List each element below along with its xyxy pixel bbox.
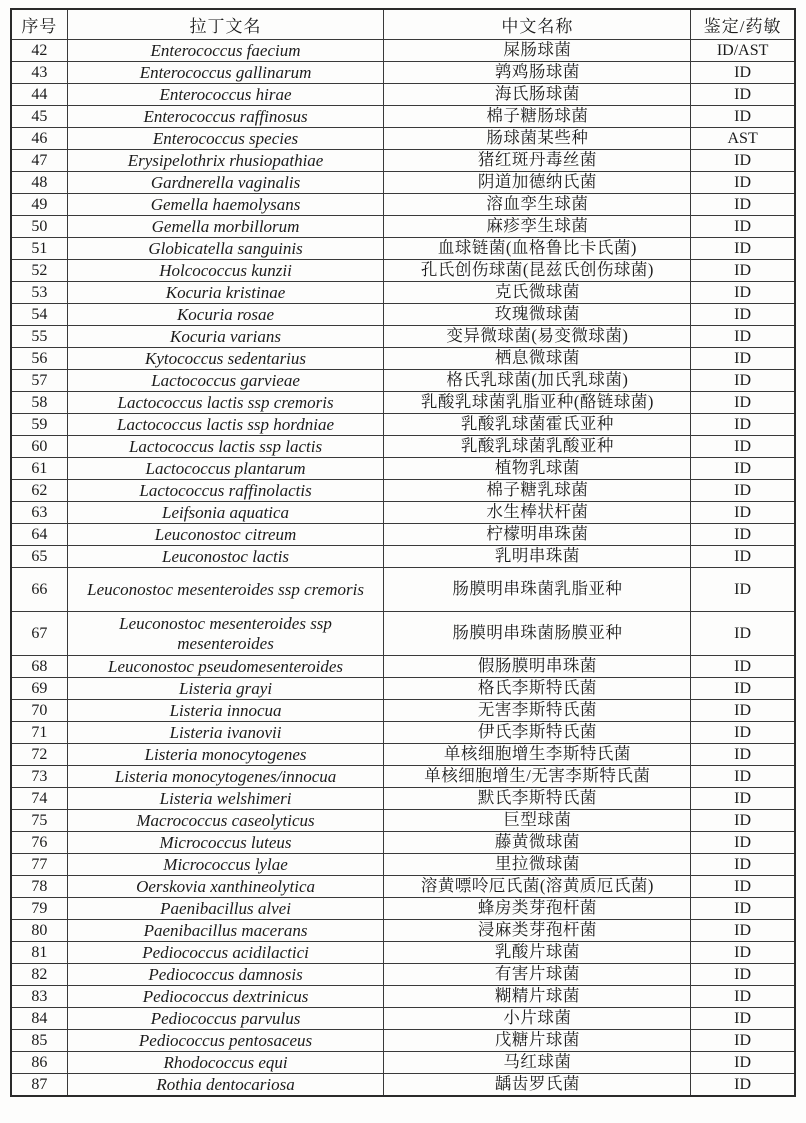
table-row [11,964,795,986]
header-cell-latin: 拉丁文名 [67,9,384,40]
table-row [11,942,795,964]
id-ast-result: ID [691,810,795,832]
table-row [11,854,795,876]
table-row [11,502,795,524]
row-number: 72 [11,744,67,766]
header-row [11,9,795,40]
table-row [11,150,795,172]
row-number: 76 [11,832,67,854]
chinese-name: 戊糖片球菌 [384,1030,691,1052]
row-number: 55 [11,326,67,348]
chinese-name: 溶血孪生球菌 [384,194,691,216]
id-ast-result: ID [691,1052,795,1074]
chinese-name: 孔氏创伤球菌(昆兹氏创伤球菌) [384,260,691,282]
table-row [11,656,795,678]
chinese-name: 糊精片球菌 [384,986,691,1008]
table-row [11,810,795,832]
id-ast-result: ID [691,370,795,392]
header-cell-result: 鉴定/药敏 [691,9,795,40]
chinese-name: 格氏李斯特氏菌 [384,678,691,700]
id-ast-result: ID [691,986,795,1008]
id-ast-result: ID [691,392,795,414]
table-row [11,1052,795,1074]
row-number: 47 [11,150,67,172]
table-row [11,920,795,942]
chinese-name: 栖息微球菌 [384,348,691,370]
row-number: 60 [11,436,67,458]
table-row [11,546,795,568]
latin-name: Listeria ivanovii [67,722,384,744]
row-number: 71 [11,722,67,744]
id-ast-result: ID [691,348,795,370]
chinese-name: 有害片球菌 [384,964,691,986]
id-ast-result: ID [691,722,795,744]
table-row [11,788,795,810]
id-ast-result: ID [691,458,795,480]
id-ast-result: ID [691,744,795,766]
id-ast-result: ID [691,282,795,304]
latin-name: Gemella morbillorum [67,216,384,238]
chinese-name: 乳明串珠菌 [384,546,691,568]
row-number: 54 [11,304,67,326]
latin-name: Rhodococcus equi [67,1052,384,1074]
latin-name: Pediococcus acidilactici [67,942,384,964]
chinese-name: 溶黄嘌呤厄氏菌(溶黄质厄氏菌) [384,876,691,898]
table-row [11,766,795,788]
row-number: 81 [11,942,67,964]
row-number: 43 [11,62,67,84]
table-row [11,370,795,392]
latin-name: Leuconostoc lactis [67,546,384,568]
table-row [11,106,795,128]
row-number: 52 [11,260,67,282]
row-number: 82 [11,964,67,986]
table-row [11,282,795,304]
id-ast-result: ID [691,194,795,216]
row-number: 53 [11,282,67,304]
id-ast-result: ID [691,854,795,876]
latin-name: Enterococcus hirae [67,84,384,106]
chinese-name: 格氏乳球菌(加氏乳球菌) [384,370,691,392]
latin-name: Gardnerella vaginalis [67,172,384,194]
row-number: 67 [11,612,67,656]
chinese-name: 默氏李斯特氏菌 [384,788,691,810]
id-ast-result: ID [691,920,795,942]
latin-name: Macrococcus caseolyticus [67,810,384,832]
id-ast-result: ID [691,832,795,854]
latin-name: Listeria monocytogenes/innocua [67,766,384,788]
chinese-name: 单核细胞增生/无害李斯特氏菌 [384,766,691,788]
chinese-name: 马红球菌 [384,1052,691,1074]
table-row [11,1074,795,1097]
latin-name: Kytococcus sedentarius [67,348,384,370]
id-ast-result: ID [691,678,795,700]
row-number: 87 [11,1074,67,1097]
chinese-name: 麻疹孪生球菌 [384,216,691,238]
table-row [11,194,795,216]
id-ast-result: ID [691,436,795,458]
row-number: 48 [11,172,67,194]
latin-name: Leuconostoc pseudomesenteroides [67,656,384,678]
id-ast-result: ID [691,656,795,678]
latin-name: Pediococcus damnosis [67,964,384,986]
chinese-name: 乳酸乳球菌乳酸亚种 [384,436,691,458]
id-ast-result: ID [691,414,795,436]
table-row [11,40,795,62]
latin-name: Gemella haemolysans [67,194,384,216]
table-body [11,40,795,1097]
latin-name: Paenibacillus macerans [67,920,384,942]
latin-name: Lactococcus garvieae [67,370,384,392]
chinese-name: 玫瑰微球菌 [384,304,691,326]
table-row [11,458,795,480]
row-number: 84 [11,1008,67,1030]
table-row [11,62,795,84]
latin-name: Lactococcus lactis ssp lactis [67,436,384,458]
latin-name: Kocuria kristinae [67,282,384,304]
id-ast-result: ID [691,942,795,964]
species-table [10,8,796,1097]
table-row [11,128,795,150]
row-number: 63 [11,502,67,524]
table-row [11,480,795,502]
table-row [11,700,795,722]
id-ast-result: ID [691,1074,795,1097]
header-cell-no: 序号 [11,9,67,40]
row-number: 73 [11,766,67,788]
chinese-name: 小片球菌 [384,1008,691,1030]
table-row [11,326,795,348]
latin-name: Lactococcus raffinolactis [67,480,384,502]
row-number: 74 [11,788,67,810]
table-row [11,392,795,414]
table-row [11,414,795,436]
chinese-name: 克氏微球菌 [384,282,691,304]
row-number: 61 [11,458,67,480]
table-row [11,172,795,194]
table-row [11,744,795,766]
header-cell-chinese: 中文名称 [384,9,691,40]
row-number: 42 [11,40,67,62]
id-ast-result: ID [691,524,795,546]
chinese-name: 柠檬明串珠菌 [384,524,691,546]
table-row [11,832,795,854]
row-number: 51 [11,238,67,260]
table-row [11,216,795,238]
chinese-name: 水生棒状杆菌 [384,502,691,524]
id-ast-result: ID [691,876,795,898]
row-number: 49 [11,194,67,216]
row-number: 45 [11,106,67,128]
latin-name: Leuconostoc citreum [67,524,384,546]
latin-name: Enterococcus species [67,128,384,150]
id-ast-result: ID [691,106,795,128]
chinese-name: 棉子糖乳球菌 [384,480,691,502]
id-ast-result: ID [691,326,795,348]
row-number: 50 [11,216,67,238]
latin-name: Kocuria varians [67,326,384,348]
id-ast-result: ID [691,84,795,106]
table-row [11,678,795,700]
row-number: 59 [11,414,67,436]
id-ast-result: ID [691,238,795,260]
id-ast-result: ID [691,304,795,326]
table-row [11,1030,795,1052]
id-ast-result: AST [691,128,795,150]
table-row [11,348,795,370]
latin-name: Listeria welshimeri [67,788,384,810]
row-number: 85 [11,1030,67,1052]
chinese-name: 血球链菌(血格鲁比卡氏菌) [384,238,691,260]
id-ast-result: ID [691,898,795,920]
chinese-name: 藤黄微球菌 [384,832,691,854]
latin-name: Leuconostoc mesenteroides ssp cremoris [67,568,384,612]
id-ast-result: ID [691,216,795,238]
table-row [11,898,795,920]
table-row [11,876,795,898]
id-ast-result: ID [691,502,795,524]
chinese-name: 乳酸乳球菌霍氏亚种 [384,414,691,436]
table-row [11,722,795,744]
chinese-name: 乳酸片球菌 [384,942,691,964]
row-number: 80 [11,920,67,942]
row-number: 78 [11,876,67,898]
row-number: 68 [11,656,67,678]
chinese-name: 屎肠球菌 [384,40,691,62]
row-number: 62 [11,480,67,502]
latin-name: Pediococcus parvulus [67,1008,384,1030]
latin-name: Listeria grayi [67,678,384,700]
id-ast-result: ID [691,700,795,722]
latin-name: Oerskovia xanthineolytica [67,876,384,898]
latin-name: Leuconostoc mesenteroides ssp mesenteroides [67,612,384,656]
row-number: 58 [11,392,67,414]
row-number: 69 [11,678,67,700]
latin-name: Enterococcus gallinarum [67,62,384,84]
table-row [11,524,795,546]
table-row [11,436,795,458]
chinese-name: 里拉微球菌 [384,854,691,876]
chinese-name: 猪红斑丹毒丝菌 [384,150,691,172]
row-number: 46 [11,128,67,150]
id-ast-result: ID [691,766,795,788]
chinese-name: 伊氏李斯特氏菌 [384,722,691,744]
chinese-name: 单核细胞增生李斯特氏菌 [384,744,691,766]
row-number: 56 [11,348,67,370]
id-ast-result: ID [691,62,795,84]
table-row [11,612,795,656]
latin-name: Enterococcus faecium [67,40,384,62]
id-ast-result: ID [691,172,795,194]
latin-name: Holcococcus kunzii [67,260,384,282]
chinese-name: 变异微球菌(易变微球菌) [384,326,691,348]
row-number: 65 [11,546,67,568]
chinese-name: 肠膜明串珠菌肠膜亚种 [384,612,691,656]
latin-name: Pediococcus pentosaceus [67,1030,384,1052]
id-ast-result: ID/AST [691,40,795,62]
latin-name: Micrococcus lylae [67,854,384,876]
row-number: 57 [11,370,67,392]
row-number: 83 [11,986,67,1008]
table-header [11,9,795,40]
latin-name: Globicatella sanguinis [67,238,384,260]
table-row [11,260,795,282]
row-number: 75 [11,810,67,832]
chinese-name: 肠膜明串珠菌乳脂亚种 [384,568,691,612]
latin-name: Pediococcus dextrinicus [67,986,384,1008]
chinese-name: 巨型球菌 [384,810,691,832]
chinese-name: 龋齿罗氏菌 [384,1074,691,1097]
table-row [11,986,795,1008]
row-number: 86 [11,1052,67,1074]
table-row [11,568,795,612]
id-ast-result: ID [691,546,795,568]
id-ast-result: ID [691,612,795,656]
row-number: 70 [11,700,67,722]
id-ast-result: ID [691,480,795,502]
chinese-name: 乳酸乳球菌乳脂亚种(酪链球菌) [384,392,691,414]
chinese-name: 蜂房类芽孢杆菌 [384,898,691,920]
latin-name: Listeria innocua [67,700,384,722]
latin-name: Enterococcus raffinosus [67,106,384,128]
latin-name: Erysipelothrix rhusiopathiae [67,150,384,172]
latin-name: Lactococcus lactis ssp cremoris [67,392,384,414]
chinese-name: 肠球菌某些种 [384,128,691,150]
chinese-name: 假肠膜明串珠菌 [384,656,691,678]
latin-name: Rothia dentocariosa [67,1074,384,1097]
latin-name: Lactococcus lactis ssp hordniae [67,414,384,436]
latin-name: Leifsonia aquatica [67,502,384,524]
id-ast-result: ID [691,260,795,282]
row-number: 79 [11,898,67,920]
latin-name: Listeria monocytogenes [67,744,384,766]
id-ast-result: ID [691,964,795,986]
chinese-name: 阴道加德纳氏菌 [384,172,691,194]
row-number: 77 [11,854,67,876]
latin-name: Kocuria rosae [67,304,384,326]
latin-name: Micrococcus luteus [67,832,384,854]
latin-name: Lactococcus plantarum [67,458,384,480]
id-ast-result: ID [691,788,795,810]
table-row [11,304,795,326]
chinese-name: 无害李斯特氏菌 [384,700,691,722]
row-number: 44 [11,84,67,106]
id-ast-result: ID [691,1008,795,1030]
chinese-name: 植物乳球菌 [384,458,691,480]
row-number: 66 [11,568,67,612]
table-row [11,238,795,260]
id-ast-result: ID [691,568,795,612]
chinese-name: 浸麻类芽孢杆菌 [384,920,691,942]
id-ast-result: ID [691,1030,795,1052]
chinese-name: 海氏肠球菌 [384,84,691,106]
latin-name: Paenibacillus alvei [67,898,384,920]
id-ast-result: ID [691,150,795,172]
chinese-name: 棉子糖肠球菌 [384,106,691,128]
table-row [11,1008,795,1030]
table-row [11,84,795,106]
chinese-name: 鹑鸡肠球菌 [384,62,691,84]
row-number: 64 [11,524,67,546]
